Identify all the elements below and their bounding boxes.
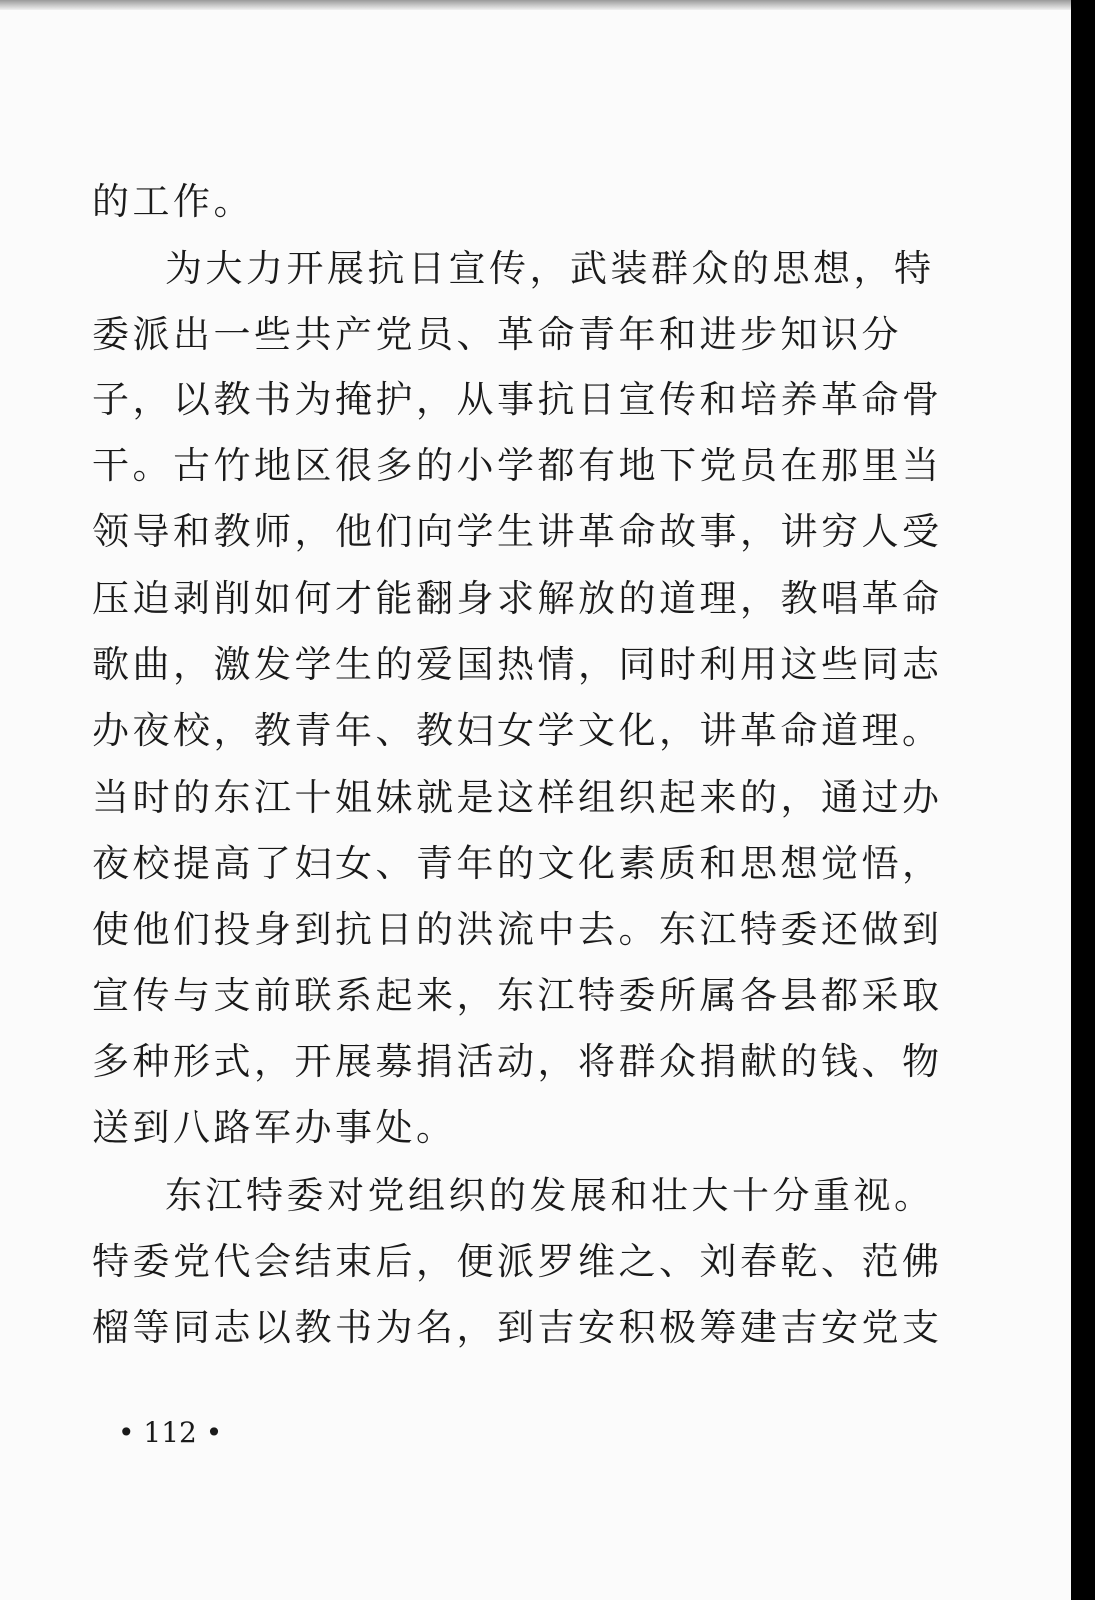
text-line: 压迫剥削如何才能翻身求解放的道理，教唱革命: [92, 577, 943, 620]
text-line: 歌曲，激发学生的爱国热情，同时利用这些同志: [92, 643, 943, 686]
text-line: 子，以教书为掩护，从事抗日宣传和培养革命骨: [92, 378, 943, 421]
text-line: 夜校提高了妇女、青年的文化素质和思想觉悟，: [92, 842, 943, 885]
text-line: 办夜校，教青年、教妇女学文化，讲革命道理。: [92, 709, 943, 752]
text-line: 的工作。: [92, 180, 254, 223]
text-line: 领导和教师，他们向学生讲革命故事，讲穷人受: [92, 510, 943, 553]
paragraph-start-line: 为大力开展抗日宣传，武装群众的思想，特: [165, 247, 935, 290]
text-line: 宣传与支前联系起来，东江特委所属各县都采取: [92, 974, 943, 1017]
text-line: 当时的东江十姐妹就是这样组织起来的，通过办: [92, 776, 943, 819]
paragraph-start-line: 东江特委对党组织的发展和壮大十分重视。: [165, 1174, 935, 1217]
page-top-edge: [0, 0, 1071, 10]
text-line: 干。古竹地区很多的小学都有地下党员在那里当: [92, 444, 943, 487]
text-line: 榴等同志以教书为名，到吉安积极筹建吉安党支: [92, 1306, 943, 1349]
page-number: • 112 •: [118, 1416, 223, 1449]
text-line: 特委党代会结束后，便派罗维之、刘春乾、范佛: [92, 1240, 943, 1283]
text-line: 使他们投身到抗日的洪流中去。东江特委还做到: [92, 908, 943, 951]
page-right-edge: [1071, 0, 1095, 1600]
text-line: 委派出一些共产党员、革命青年和进步知识分: [92, 313, 902, 356]
text-line: 送到八路军办事处。: [92, 1106, 457, 1149]
text-line: 多种形式，开展募捐活动，将群众捐献的钱、物: [92, 1040, 943, 1083]
